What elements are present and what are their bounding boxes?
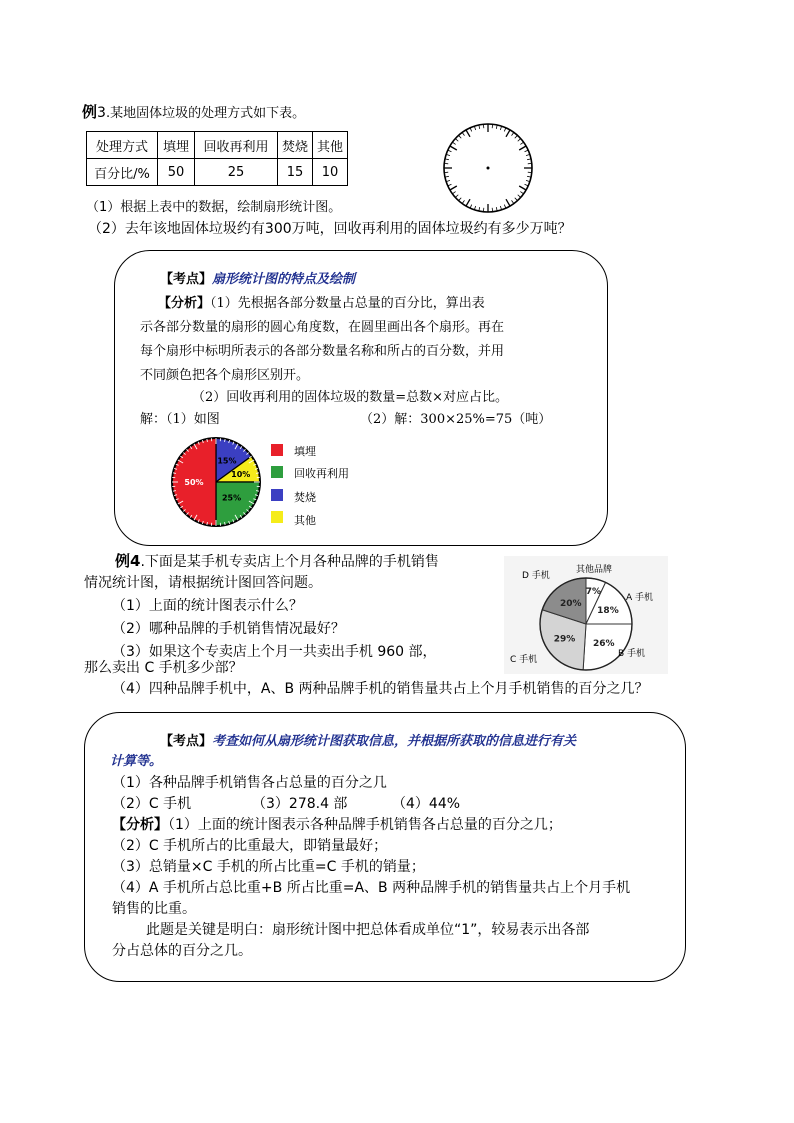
table-cell: 15 — [278, 159, 313, 186]
tick-mark — [455, 195, 458, 198]
tick-mark — [462, 200, 464, 203]
box2-f4b: 销售的比重。 — [112, 901, 196, 917]
tick-mark — [518, 195, 521, 198]
pie-tick — [173, 491, 176, 492]
box2-ans2c: （4）44% — [392, 796, 461, 812]
tick-mark — [512, 200, 514, 203]
phone-sales-pie-chart — [504, 556, 668, 674]
pie2-label-other: 其他品牌 — [576, 565, 613, 575]
tick-mark — [512, 132, 514, 135]
pie2-data-label: 18% — [597, 606, 619, 617]
box2-ans2b: （3）278.4 部 — [252, 796, 348, 812]
kaodian-tag: 【考点】 — [160, 272, 213, 287]
box2-f2: （2）C 手机所占的比重最大，即销量最好； — [112, 838, 388, 854]
box2-ans2a: （2）C 手机 — [112, 796, 192, 812]
tick-mark — [520, 142, 523, 144]
box1-line2: 示各部分数量的扇形的圆心角度数，在圆里画出各个扇形。再在 — [140, 320, 505, 335]
tick-mark — [515, 198, 518, 201]
pie-data-label: 10% — [231, 469, 251, 479]
example4-line1 — [115, 551, 439, 572]
example3-q2: （2）去年该地固体垃圾约有300万吨，回收再利用的固体垃圾约有多少万吨？ — [88, 221, 572, 237]
legend-label-recycle: 回收再利用 — [294, 467, 349, 480]
pie2-data-label: 29% — [553, 634, 576, 645]
tick-mark — [455, 139, 458, 142]
table-header-row — [87, 132, 348, 159]
box2-ans1: （1）各种品牌手机销售各占总量的百分之几 — [112, 775, 387, 791]
box2-f3: （3）总销量×C 手机的所占比重=C 手机的销量； — [112, 859, 425, 875]
table-cell: 焚烧 — [278, 132, 313, 159]
table-cell: 10 — [313, 159, 348, 186]
tick-mark — [519, 186, 526, 190]
example3-number: 3 — [97, 105, 106, 121]
tick-mark — [466, 130, 470, 137]
tick-mark — [450, 146, 457, 150]
table-cell: 其他 — [313, 132, 348, 159]
table-cell: 百分比/% — [87, 159, 158, 186]
pie-tick — [225, 522, 226, 525]
pie2-label-d: D 手机 — [522, 571, 550, 581]
tick-mark — [525, 150, 529, 152]
legend-swatch-recycle — [271, 466, 283, 478]
waste-table — [86, 131, 348, 186]
blank-pie-circle — [440, 120, 536, 216]
box1-solution2: （2）解：300×25%=75（吨） — [360, 412, 552, 427]
legend-swatch-other — [271, 511, 283, 523]
pie2-label-a: A 手机 — [626, 593, 654, 603]
kaodian-text: 扇形统计图的特点及绘制 — [212, 272, 356, 287]
table-cell: 填埋 — [158, 132, 195, 159]
example4-q4: （4）四种品牌手机中，A、B 两种品牌手机的销售量共占上个月手机销售的百分之几？ — [112, 681, 649, 697]
example4-q3: （3）如果这个专卖店上个月一共卖出手机 960 部， — [112, 644, 437, 660]
box1-kaodian — [160, 270, 355, 290]
tick-mark — [506, 130, 510, 137]
table-cell: 25 — [195, 159, 278, 186]
fenxi-tag: 【分析】 — [158, 296, 211, 311]
tick-mark — [452, 192, 455, 194]
box2-f5b: 分占总体的百分之几。 — [112, 943, 252, 959]
box2-kaodian-text1: 考查如何从扇形统计图获取信息，并根据所获取的信息进行有关 — [212, 734, 577, 749]
pie2-label-b: B 手机 — [618, 649, 646, 659]
pie2-data-label: 26% — [593, 638, 615, 649]
pie-tick — [207, 439, 208, 442]
pie-tick — [256, 473, 259, 474]
tick-mark — [459, 198, 462, 201]
tick-mark — [452, 142, 455, 144]
box1-solution1: 解：（1）如图 — [140, 412, 220, 427]
example3-intro: .某地固体垃圾的处理方式如下表。 — [105, 106, 306, 121]
example4-q3b: 那么卖出 C 手机多少部？ — [84, 660, 243, 676]
tick-mark — [470, 205, 472, 209]
fenxi-text: （1）先根据各部分数量占总量的百分比，算出表 — [210, 296, 485, 311]
example3-label: 例 — [82, 103, 98, 121]
box2-fenxi-line1 — [112, 815, 562, 835]
box2-f4: （4）A 手机所占总比重+B 所占比重=A、B 两种品牌手机的销售量共占上个月手机 — [112, 880, 631, 896]
legend-swatch-incinerate — [271, 489, 283, 501]
tick-mark — [525, 184, 529, 186]
legend-label-other: 其他 — [294, 514, 316, 527]
tick-mark — [506, 199, 510, 206]
pie-data-label: 15% — [217, 456, 237, 466]
pie-tick — [225, 439, 226, 442]
example4-line2: 情况统计图，请根据统计图回答问题。 — [84, 575, 322, 591]
pie2-data-label: 7% — [585, 586, 602, 597]
legend-label-incinerate: 焚烧 — [294, 491, 316, 504]
example4-intro: .下面是某手机专卖店上个月各种品牌的手机销售 — [140, 554, 439, 570]
tick-mark — [515, 135, 518, 138]
box2-kaodian-text2: 计算等。 — [110, 754, 163, 769]
tick-mark — [504, 205, 506, 209]
tick-mark — [504, 128, 506, 132]
tick-mark — [450, 186, 457, 190]
table-cell: 处理方式 — [87, 132, 158, 159]
pie-tick — [207, 522, 208, 525]
legend-swatch-landfill — [271, 444, 283, 456]
example4-q2: （2）哪种品牌的手机销售情况最好？ — [112, 621, 345, 637]
box2-fenxi-tag: 【分析】 — [112, 817, 168, 833]
example4-q1: （1）上面的统计图表示什么？ — [112, 598, 303, 614]
box1-line4: 不同颜色把各个扇形区别开。 — [140, 368, 310, 383]
example4-label: 例4 — [115, 552, 141, 570]
example3-heading — [82, 102, 305, 124]
tick-mark — [459, 135, 462, 138]
box2-f1: （1）上面的统计图表示各种品牌手机销售各占总量的百分之几； — [168, 817, 562, 833]
tick-mark — [518, 139, 521, 142]
box1-fenxi-line1 — [158, 294, 485, 314]
waste-pie-chart — [168, 434, 264, 530]
pie2-data-label: 20% — [559, 598, 582, 609]
legend-label-landfill: 填埋 — [294, 445, 316, 458]
box2-kaodian-tag: 【考点】 — [160, 734, 213, 749]
pie-tick — [256, 491, 259, 492]
box2-kaodian-line1 — [160, 732, 576, 752]
box1-line3: 每个扇形中标明所表示的各部分数量名称和所占的百分数，并用 — [140, 344, 505, 359]
tick-mark — [448, 184, 452, 186]
table-row — [87, 159, 348, 186]
pie-data-label: 50% — [184, 478, 204, 487]
box1-line5: （2）回收再利用的固体垃圾的数量=总数×对应占比。 — [192, 390, 509, 405]
tick-mark — [466, 199, 470, 206]
tick-mark — [519, 146, 526, 150]
example3-q1: （1）根据上表中的数据，绘制扇形统计图。 — [86, 200, 342, 215]
box2-f5: 此题是关键是明白：扇形统计图中把总体看成单位“1”，较易表示出各部 — [146, 922, 590, 938]
table-cell: 回收再利用 — [195, 132, 278, 159]
pie2-label-c: C 手机 — [510, 655, 538, 665]
pie-tick — [173, 473, 176, 474]
tick-mark — [520, 192, 523, 194]
table-cell: 50 — [158, 159, 195, 186]
pie-data-label: 25% — [221, 493, 242, 503]
tick-mark — [448, 150, 452, 152]
tick-mark — [470, 128, 472, 132]
tick-mark — [462, 132, 464, 135]
